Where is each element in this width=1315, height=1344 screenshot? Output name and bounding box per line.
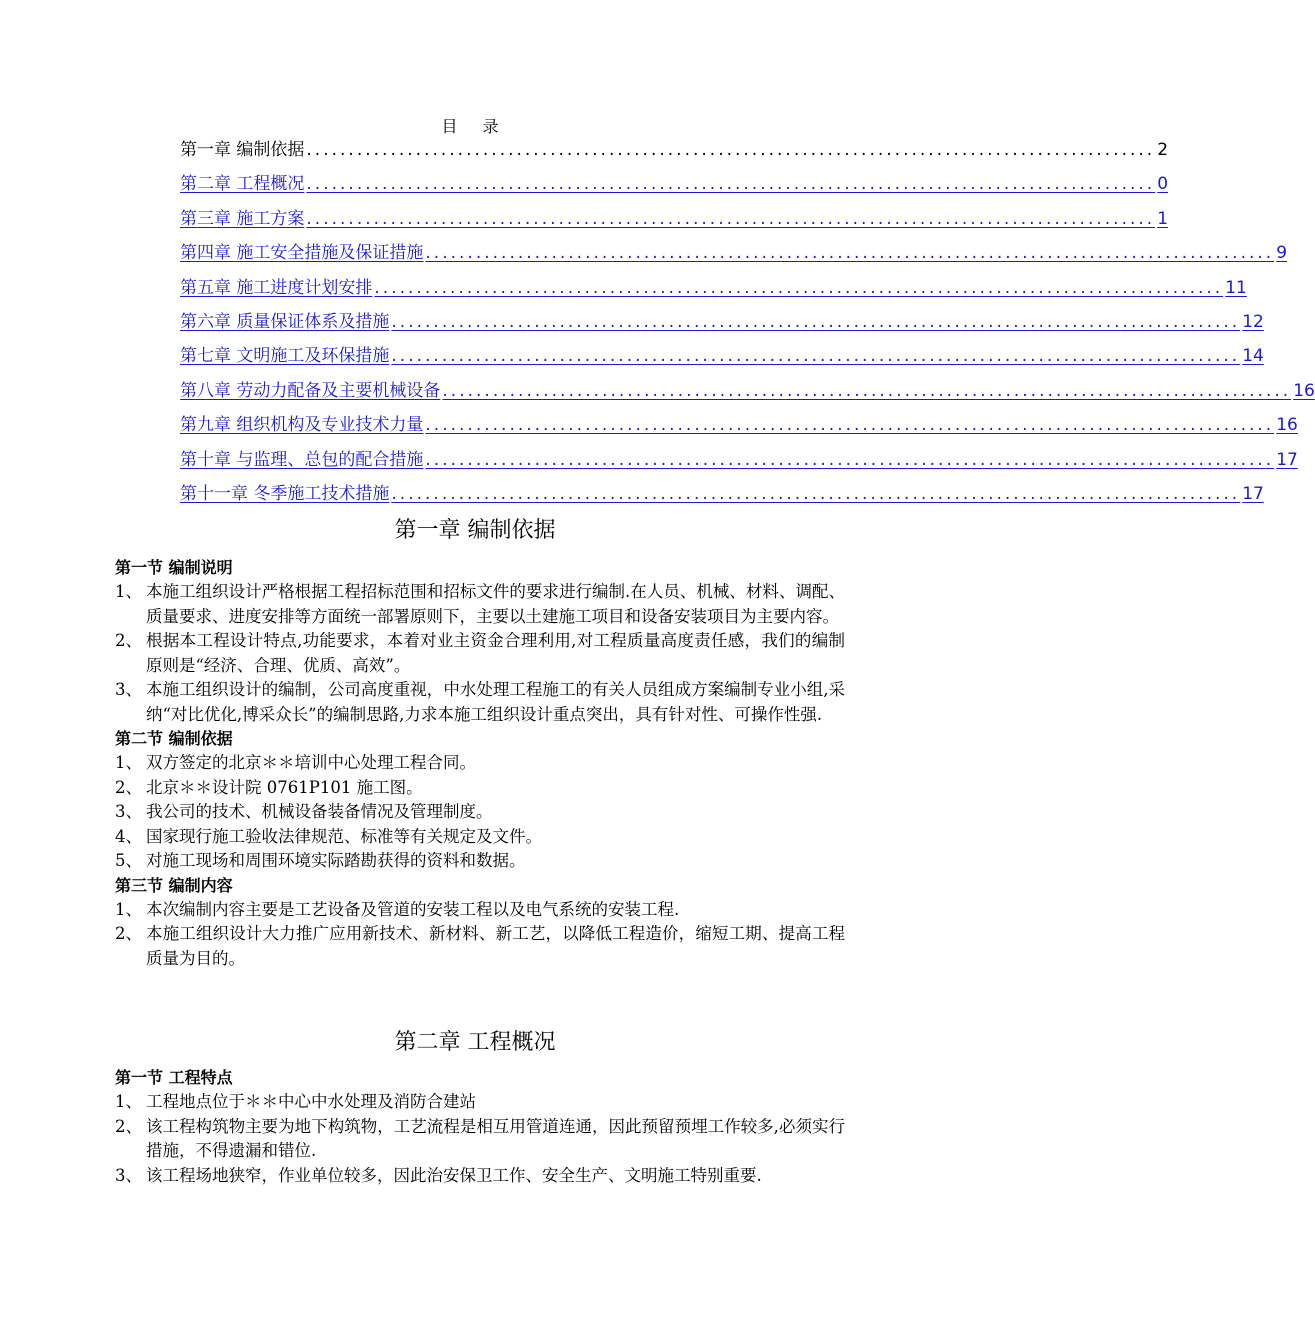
toc-entry-page: 17 bbox=[1242, 483, 1264, 504]
item-text: 双方签定的北京＊＊培训中心处理工程合同。 bbox=[146, 753, 476, 772]
item-text: 本施工组织设计严格根据工程招标范围和招标文件的要求进行编制.在人员、机械、材料、调配、质量要求、进度安排等方面统一部署原则下，主要以土建施工项目和设备安装项目为主要内容。 bbox=[146, 582, 845, 626]
toc-leader-dots: ..................................................................................................... bbox=[425, 415, 1275, 436]
list-item bbox=[115, 580, 845, 629]
section-list bbox=[115, 1090, 845, 1188]
section-heading: 第二节 编制依据 bbox=[115, 729, 233, 748]
list-item bbox=[115, 800, 845, 825]
item-text: 本施工组织设计的编制，公司高度重视，中水处理工程施工的有关人员组成方案编制专业小组,采纳“对比优化,博采众长”的编制思路,力求本施工组织设计重点突出，具有针对性、可操作性强. bbox=[146, 680, 845, 724]
list-item bbox=[115, 1090, 845, 1115]
toc-entry-page: 0 bbox=[1157, 174, 1169, 195]
toc-entry-title: 第一章 编制依据 bbox=[180, 140, 305, 160]
toc-entry-title: 第三章 施工方案 bbox=[180, 208, 305, 229]
list-item bbox=[115, 849, 845, 874]
section-heading: 第三节 编制内容 bbox=[115, 875, 233, 895]
toc-entry[interactable] bbox=[180, 275, 1247, 309]
toc-entry[interactable] bbox=[180, 206, 1169, 240]
chapter-1-body bbox=[115, 556, 845, 971]
section-list bbox=[115, 898, 845, 972]
toc-leader-dots: ..................................................................................................... bbox=[306, 140, 1156, 160]
item-number: 3、 bbox=[115, 802, 142, 821]
item-number: 1、 bbox=[115, 753, 142, 772]
item-number: 2、 bbox=[115, 777, 142, 797]
item-number: 1、 bbox=[115, 1092, 142, 1111]
toc-entry-page: 16 bbox=[1276, 415, 1298, 436]
list-item bbox=[115, 825, 845, 850]
toc-entry[interactable] bbox=[180, 378, 1315, 412]
toc-leader-dots: ..................................................................................................... bbox=[442, 380, 1292, 401]
list-item bbox=[115, 678, 845, 727]
list-item bbox=[115, 898, 845, 923]
item-text: 根据本工程设计特点,功能要求，本着对业主资金合理利用,对工程质量高度责任感，我们的编制原则是“经济、合理、优质、高效”。 bbox=[146, 631, 845, 675]
item-number: 3、 bbox=[115, 680, 142, 699]
toc-leader-dots: ..................................................................................................... bbox=[391, 346, 1241, 367]
item-text: 该工程构筑物主要为地下构筑物，工艺流程是相互用管道连通，因此预留预埋工作较多,必须实行措施，不得遗漏和错位. bbox=[146, 1116, 845, 1160]
item-number: 1、 bbox=[115, 582, 142, 601]
toc-entry[interactable] bbox=[180, 137, 1169, 171]
list-item bbox=[115, 922, 845, 971]
list-item bbox=[115, 751, 845, 776]
toc-entry-page: 2 bbox=[1157, 140, 1169, 160]
item-text: 本次编制内容主要是工艺设备及管道的安装工程以及电气系统的安装工程. bbox=[146, 899, 680, 919]
toc-title: 目 录 bbox=[441, 117, 509, 136]
toc-entry[interactable] bbox=[180, 309, 1264, 343]
toc-entry-page: 1 bbox=[1157, 208, 1169, 229]
toc-entry[interactable] bbox=[180, 240, 1288, 274]
chapter-heading: 第一章 编制依据 bbox=[394, 518, 556, 543]
item-number: 3、 bbox=[115, 1165, 142, 1185]
toc-entry-title: 第四章 施工安全措施及保证措施 bbox=[180, 243, 424, 264]
item-number: 2、 bbox=[115, 1116, 142, 1136]
toc-entry[interactable] bbox=[180, 481, 1264, 515]
toc-entry[interactable] bbox=[180, 171, 1169, 205]
toc-entry[interactable] bbox=[180, 447, 1298, 481]
toc-leader-dots: ..................................................................................................... bbox=[425, 243, 1275, 264]
item-number: 2、 bbox=[115, 924, 142, 943]
toc-leader-dots: ..................................................................................................... bbox=[374, 277, 1224, 298]
toc-leader-dots: ..................................................................................................... bbox=[306, 174, 1156, 195]
toc-entry-page: 14 bbox=[1242, 346, 1264, 367]
toc-entry[interactable] bbox=[180, 412, 1298, 446]
item-number: 2、 bbox=[115, 631, 142, 650]
section-list bbox=[115, 751, 845, 874]
list-item bbox=[115, 1115, 845, 1164]
list-item bbox=[115, 629, 845, 678]
item-text: 工程地点位于＊＊中心中水处理及消防合建站 bbox=[146, 1092, 476, 1111]
toc-entry-title: 第六章 质量保证体系及措施 bbox=[180, 311, 390, 332]
item-number: 1、 bbox=[115, 899, 142, 919]
toc-entry[interactable] bbox=[180, 343, 1264, 377]
table-of-contents bbox=[180, 137, 1315, 515]
section-list bbox=[115, 580, 845, 727]
toc-leader-dots: ..................................................................................................... bbox=[425, 449, 1275, 470]
item-number: 4、 bbox=[115, 826, 142, 846]
toc-entry-title: 第九章 组织机构及专业技术力量 bbox=[180, 415, 424, 436]
item-number: 5、 bbox=[115, 851, 142, 870]
chapter-heading: 第二章 工程概况 bbox=[394, 1030, 556, 1055]
section-heading: 第一节 编制说明 bbox=[115, 558, 233, 577]
item-text: 国家现行施工验收法律规范、标准等有关规定及文件。 bbox=[146, 826, 542, 846]
list-item bbox=[115, 1164, 845, 1189]
item-text: 该工程场地狭窄，作业单位较多，因此治安保卫工作、安全生产、文明施工特别重要. bbox=[146, 1165, 762, 1185]
toc-entry-title: 第十章 与监理、总包的配合措施 bbox=[180, 449, 424, 470]
toc-leader-dots: ..................................................................................................... bbox=[391, 311, 1241, 332]
item-text: 北京＊＊设计院 0761P101 施工图。 bbox=[146, 777, 423, 797]
toc-entry-title: 第十一章 冬季施工技术措施 bbox=[180, 483, 390, 504]
toc-entry-title: 第二章 工程概况 bbox=[180, 174, 305, 195]
toc-entry-page: 9 bbox=[1276, 243, 1288, 264]
toc-entry-page: 12 bbox=[1242, 311, 1264, 332]
toc-leader-dots: ..................................................................................................... bbox=[391, 483, 1241, 504]
item-text: 对施工现场和周围环境实际踏勘获得的资料和数据。 bbox=[146, 851, 526, 870]
toc-entry-page: 16 bbox=[1293, 380, 1315, 401]
toc-entry-title: 第八章 劳动力配备及主要机械设备 bbox=[180, 380, 441, 401]
section-heading: 第一节 工程特点 bbox=[115, 1068, 233, 1087]
item-text: 本施工组织设计大力推广应用新技术、新材料、新工艺，以降低工程造价，缩短工期、提高工程质量为目的。 bbox=[146, 924, 845, 968]
toc-leader-dots: ..................................................................................................... bbox=[306, 208, 1156, 229]
item-text: 我公司的技术、机械设备装备情况及管理制度。 bbox=[146, 802, 493, 821]
chapter-2-body bbox=[115, 1066, 845, 1188]
list-item bbox=[115, 776, 845, 801]
toc-entry-title: 第五章 施工进度计划安排 bbox=[180, 277, 373, 298]
toc-entry-title: 第七章 文明施工及环保措施 bbox=[180, 346, 390, 367]
toc-entry-page: 11 bbox=[1225, 277, 1247, 298]
toc-entry-page: 17 bbox=[1276, 449, 1298, 470]
